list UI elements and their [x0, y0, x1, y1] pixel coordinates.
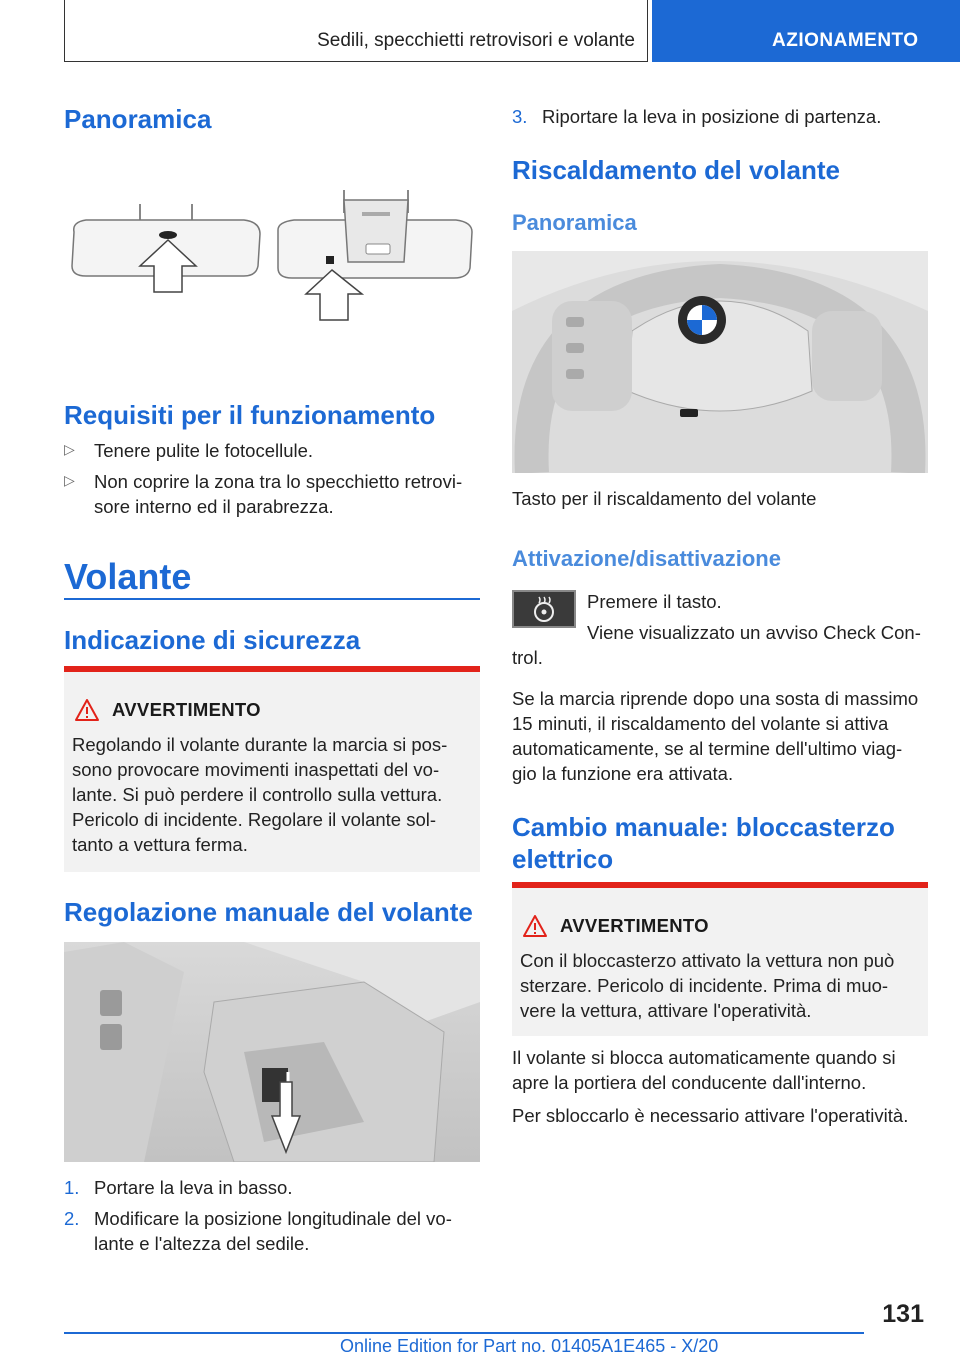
avviso-text-line1: Viene visualizzato un avviso Check Con- — [587, 622, 921, 643]
header-chapter-tab[interactable] — [652, 0, 960, 62]
warning-line: sterzare. Pericolo di incidente. Prima di muo- — [520, 975, 889, 996]
list-item: ▷ Tenere pulite le fotocellule. — [64, 440, 314, 461]
list-item: 3. Riportare la leva in posizione di partenza. — [512, 106, 882, 127]
heated-wheel-button[interactable] — [512, 590, 576, 628]
riscaldamento-heading: Riscaldamento del volante — [512, 155, 840, 185]
warning-line: sono provocare movimenti inaspettati del vo- — [72, 759, 440, 780]
steering-lever-illustration — [64, 942, 480, 1162]
requisiti-list — [64, 438, 480, 519]
sicurezza-heading: Indicazione di sicurezza — [64, 625, 361, 655]
warning-line: Regolando il volante durante la marcia si pos- — [72, 734, 448, 755]
list-item: 2. Modificare la posizione longitudinale del vo- lante e l'altezza del sedile. — [64, 1208, 452, 1254]
warning-line: lante. Si può perdere il controllo sulla vettura. — [72, 784, 443, 805]
list-item: ▷ Non coprire la zona tra lo specchietto retrovi- sore interno ed il parabrezza. — [64, 471, 463, 517]
footer-rule — [64, 1332, 864, 1334]
steering-wheel-illustration — [512, 251, 928, 473]
paragraph-sblocco: Per sbloccarlo è necessario attivare l'operatività. — [512, 1105, 909, 1126]
premere-text: Premere il tasto. — [587, 591, 722, 612]
paragraph-blocco: Il volante si blocca automaticamente quando si apre la portiera del conducente dall'interno. — [512, 1047, 896, 1093]
warning-triangle-icon — [522, 914, 548, 938]
panoramica2-heading: Panoramica — [512, 210, 637, 235]
header-section-title: Sedili, specchietti retrovisori e volante — [317, 30, 635, 51]
heated-steering-wheel-icon — [529, 595, 559, 623]
cambio-heading: Cambio manuale: bloccasterzo elettrico — [512, 812, 895, 874]
attivazione-heading: Attivazione/disattivazione — [512, 546, 781, 571]
warning-box-bloccasterzo — [512, 882, 928, 1036]
warning-line: Pericolo di incidente. Regolare il volante sol- — [72, 809, 437, 830]
triangle-bullet-icon: ▷ — [64, 472, 75, 488]
warning-title: AVVERTIMENTO — [112, 699, 261, 720]
header-chapter-label: AZIONAMENTO — [772, 30, 919, 51]
step-number: 3. — [512, 106, 528, 127]
page-number: 131 — [882, 1300, 924, 1328]
requisiti-heading: Requisiti per il funzionamento — [64, 400, 436, 430]
warning-triangle-icon — [74, 698, 100, 722]
header-section-box — [64, 0, 648, 62]
panoramica-heading: Panoramica — [64, 104, 212, 134]
mirror-illustration — [64, 182, 480, 342]
footer-edition: Online Edition for Part no. 01405A1E465 - X/20 — [340, 1336, 719, 1356]
list-item: 1. Portare la leva in basso. — [64, 1177, 293, 1198]
warning-line: tanto a vettura ferma. — [72, 834, 248, 855]
warning-line: vere la vettura, attivare l'operatività. — [520, 1000, 812, 1021]
steps-list — [64, 1175, 480, 1256]
regolazione-heading: Regolazione manuale del volante — [64, 897, 473, 927]
triangle-bullet-icon: ▷ — [64, 441, 75, 457]
warning-line: Con il bloccasterzo attivato la vettura non può — [520, 950, 895, 971]
warning-box-volante — [64, 666, 480, 872]
paragraph-riscaldamento: Se la marcia riprende dopo una sosta di massimo 15 minuti, il riscaldamento del volante si attiva automaticamente, se al termine dell'ultimo viag- gio la funzione era attivata. — [512, 688, 919, 784]
volante-rule — [64, 598, 480, 600]
avviso-text-line2: trol. — [512, 647, 543, 668]
image-caption: Tasto per il riscaldamento del volante — [512, 488, 817, 509]
step-number: 1. — [64, 1177, 80, 1198]
warning-title: AVVERTIMENTO — [560, 915, 709, 936]
volante-heading: Volante — [64, 556, 192, 597]
step-number: 2. — [64, 1208, 80, 1229]
